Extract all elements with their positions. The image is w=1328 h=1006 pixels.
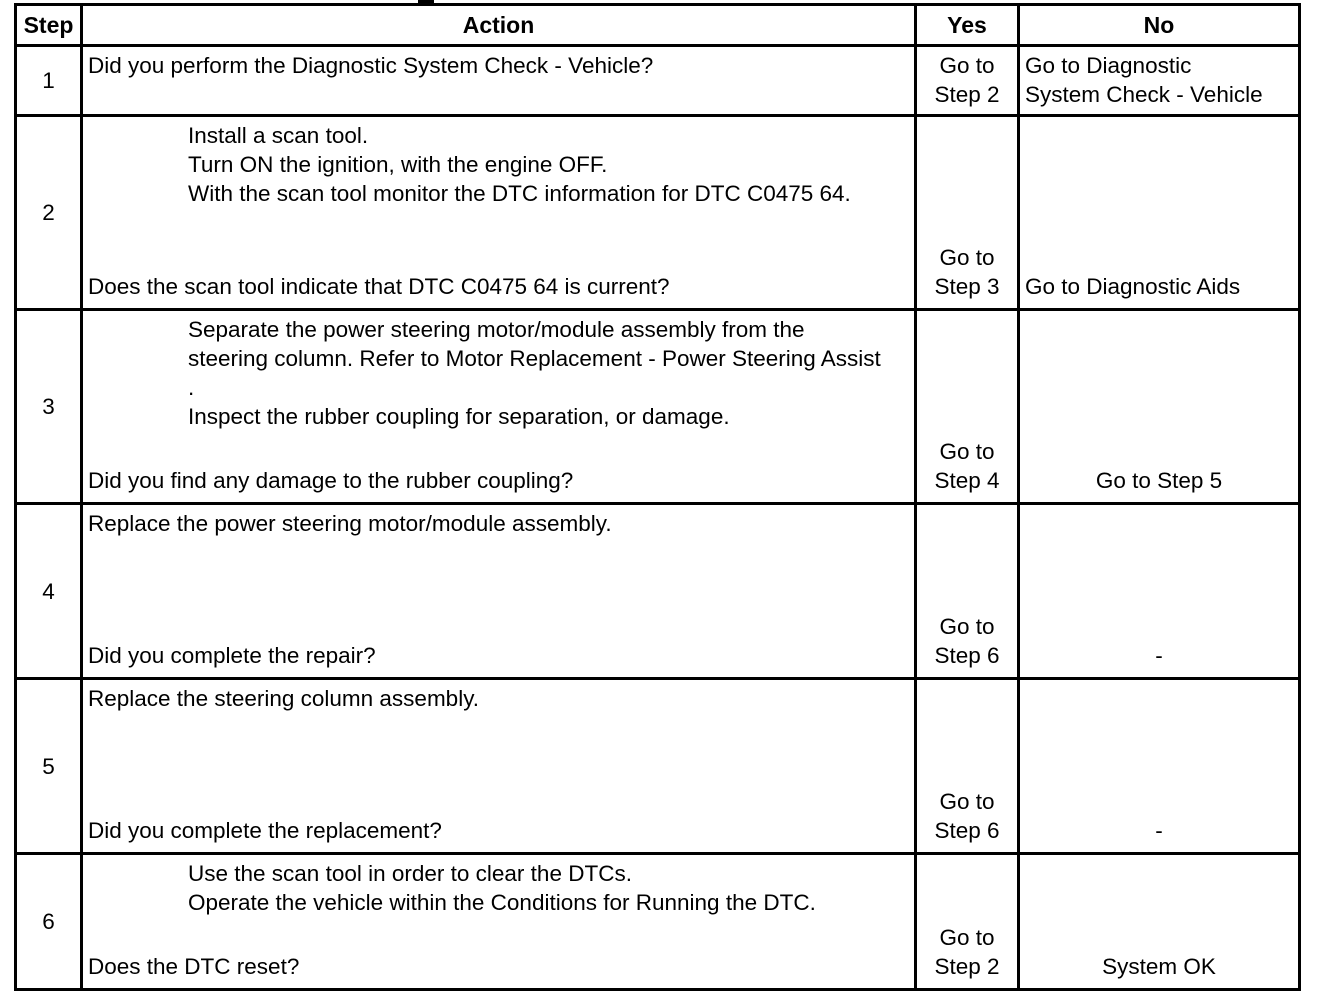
no-cell <box>1019 854 1300 990</box>
action-question: Did you complete the replacement? <box>88 818 442 843</box>
action-question: Did you perform the Diagnostic System Check - Vehicle? <box>88 53 654 78</box>
instruction-item: Separate the power steering motor/module assembly from the steering column. Refer to Motor Replacement - Power Steering Assist . <box>188 317 881 400</box>
header-row <box>16 5 1300 46</box>
step-number: 5 <box>16 679 82 854</box>
instruction-item: Turn ON the ignition, with the engine OFF. <box>188 152 608 177</box>
yes-goto: Go to <box>939 53 995 78</box>
step-number: 1 <box>16 46 82 116</box>
yes-step: Step 6 <box>934 643 1000 668</box>
action-cell <box>82 116 916 310</box>
yes-cell <box>916 504 1019 679</box>
yes-cell <box>916 679 1019 854</box>
instruction-list <box>88 117 908 208</box>
step-number: 6 <box>16 854 82 990</box>
no-target: Go to Diagnostic Aids <box>1025 274 1241 299</box>
instruction-item: Install a scan tool. <box>188 123 369 148</box>
step-number: 2 <box>16 116 82 310</box>
instruction-item: Operate the vehicle within the Conditions for Running the DTC. <box>188 890 816 915</box>
header-action: Action <box>82 5 916 46</box>
yes-goto: Go to <box>939 614 995 639</box>
yes-step: Step 6 <box>934 818 1000 843</box>
step-number: 4 <box>16 504 82 679</box>
yes-step: Step 2 <box>934 954 1000 979</box>
yes-goto: Go to <box>939 439 995 464</box>
instruction-list <box>88 855 908 917</box>
no-target: - <box>1155 818 1163 843</box>
table-row <box>16 310 1300 504</box>
instruction-item: Inspect the rubber coupling for separation, or damage. <box>188 404 730 429</box>
no-cell <box>1019 504 1300 679</box>
table-row <box>16 46 1300 116</box>
action-question: Did you complete the repair? <box>88 643 376 668</box>
table-row <box>16 504 1300 679</box>
action-cell <box>82 854 916 990</box>
action-question: Did you find any damage to the rubber coupling? <box>88 468 574 493</box>
action-instruction: Replace the steering column assembly. <box>88 686 480 711</box>
action-question: Does the scan tool indicate that DTC C0475 64 is current? <box>88 274 670 299</box>
no-cell <box>1019 116 1300 310</box>
no-target: Go to Step 5 <box>1095 468 1223 493</box>
no-target: System OK <box>1102 954 1216 979</box>
header-step: Step <box>16 5 82 46</box>
instruction-item: With the scan tool monitor the DTC information for DTC C0475 64. <box>188 181 851 206</box>
yes-cell <box>916 310 1019 504</box>
table-row <box>16 116 1300 310</box>
no-cell <box>1019 46 1300 116</box>
yes-goto: Go to <box>939 789 995 814</box>
action-instruction: Replace the power steering motor/module assembly. <box>88 511 612 536</box>
no-cell <box>1019 679 1300 854</box>
yes-cell <box>916 116 1019 310</box>
yes-step: Step 2 <box>934 82 1000 107</box>
yes-step: Step 4 <box>934 468 1000 493</box>
action-cell <box>82 310 916 504</box>
yes-cell <box>916 46 1019 116</box>
action-question: Does the DTC reset? <box>88 954 300 979</box>
no-target: - <box>1155 643 1163 668</box>
yes-cell <box>916 854 1019 990</box>
diagnostic-table <box>14 3 1301 991</box>
yes-goto: Go to <box>939 925 995 950</box>
action-cell <box>82 679 916 854</box>
yes-step: Step 3 <box>934 274 1000 299</box>
step-number: 3 <box>16 310 82 504</box>
table-row <box>16 679 1300 854</box>
header-no: No <box>1019 5 1300 46</box>
instruction-list <box>88 311 908 431</box>
no-target: System Check - Vehicle <box>1025 82 1263 107</box>
table-row <box>16 854 1300 990</box>
no-goto: Go to Diagnostic <box>1025 53 1192 78</box>
action-cell <box>82 504 916 679</box>
header-yes: Yes <box>916 5 1019 46</box>
action-cell <box>82 46 916 116</box>
instruction-item: Use the scan tool in order to clear the DTCs. <box>188 861 632 886</box>
yes-goto: Go to <box>939 245 995 270</box>
no-cell <box>1019 310 1300 504</box>
